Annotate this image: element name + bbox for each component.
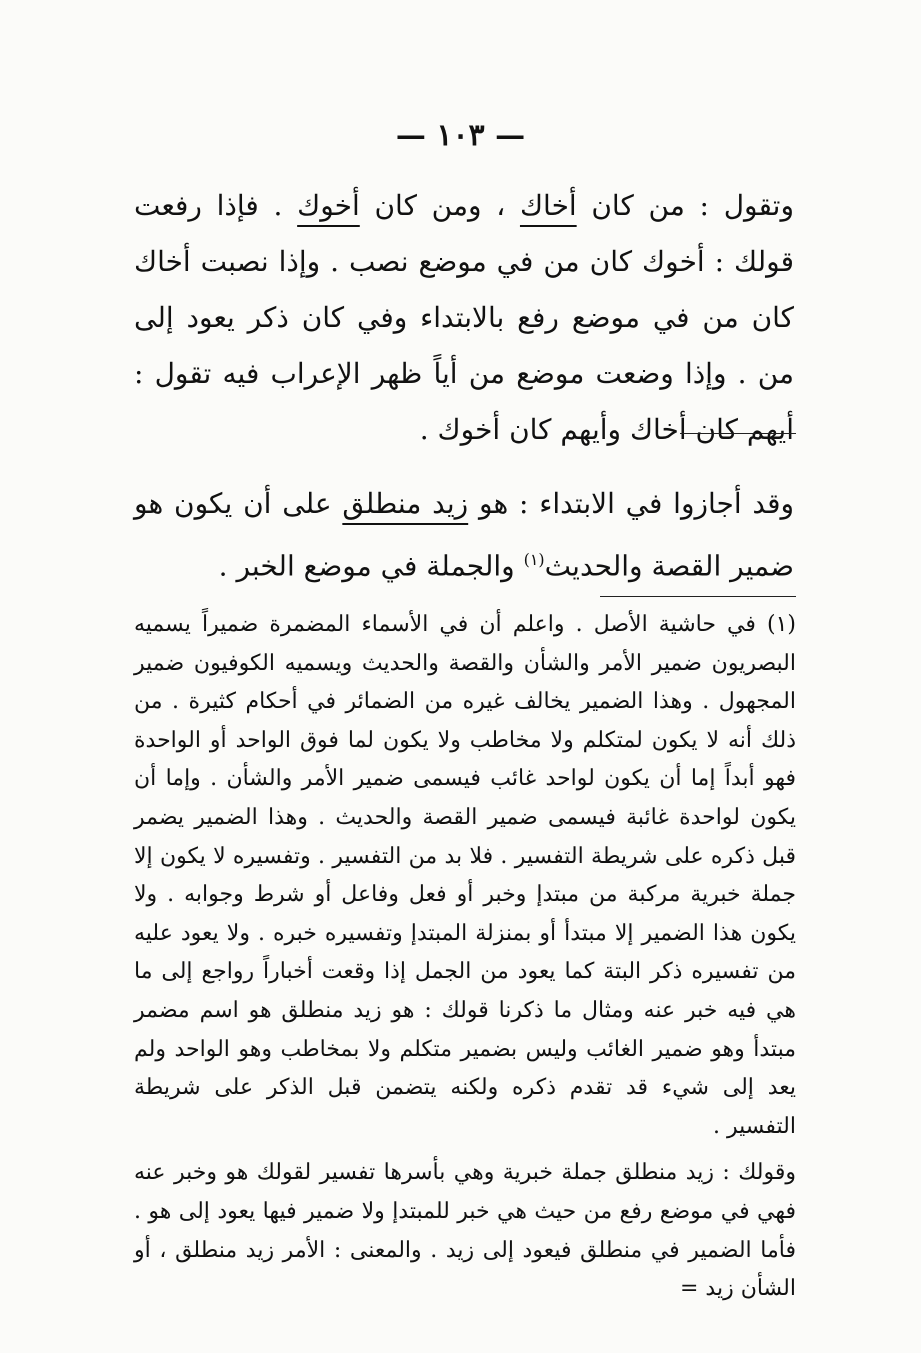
paragraph-2 — [134, 476, 794, 594]
para1-underlined-3: كان أخوك — [437, 413, 552, 446]
para1-underlined-1: أخاك — [519, 189, 577, 222]
para1-underlined-2: أخوك — [297, 189, 360, 222]
para1-text-a: وتقول : من كان — [576, 189, 794, 222]
footnote-1: (١) في حاشية الأصل . واعلم أن في الأسماء المضمرة ضميراً يسميه البصريون ضمير الأمر والشأن والقصة والحديث ويسميه الكوفيون ضمير المجهول . وهذا الضمير يخالف غيره من الضمائر في أحكام كثيرة . من ذلك أنه لا يكون لمتكلم ولا مخاطب ولا يكون لما فوق الواحد أو الواحدة فهو أبداً إما أن يكون لواحد غائب فيسمى ضمير الأمر والشأن . وإما أن يكون لواحدة غائبة فيسمى ضمير القصة والحديث . وهذا الضمير يضمر قبل ذكره على شريطة التفسير . فلا بد من التفسير . وتفسيره لا يكون إلا جملة خبرية مركبة من مبتدإ وخبر أو فعل وفاعل أو شرط وجوابه . ولا يكون هذا الضمير إلا مبتدأ أو بمنزلة المبتدإ وتفسيره خبره . ولا يعود عليه من تفسيره ذكر البتة كما يعود من الجمل إذا وقعت أخباراً رواجع إلى ما هي فيه خبر عنه ومثال ما ذكرنا قولك : هو زيد منطلق هو اسم مضمر مبتدأ وهو ضمير الغائب وليس بضمير متكلم ولا بمخاطب وهو الواحد ولم يعد إلى شيء قد تقدم ذكره ولكنه يتضمن قبل الذكر على شريطة التفسير . — [134, 612, 796, 1139]
para1-text-b: ، ومن كان — [359, 189, 520, 222]
footnote-separator — [600, 596, 796, 597]
para1-text-d: . — [419, 413, 438, 446]
para2-underlined-1: زيد منطلق — [342, 487, 469, 520]
main-text — [134, 178, 794, 594]
para2-text-b: على أن يكون هو ضمير القصة والحديث — [134, 487, 794, 583]
footnote-ref: (١) — [523, 550, 545, 569]
paragraph-1 — [134, 178, 794, 458]
para2-text-c: والجملة في موضع الخبر . — [218, 549, 524, 583]
para2-text-a: وقد أجازوا في الابتداء : هو — [468, 487, 794, 520]
footnotes — [134, 606, 796, 1309]
page-number: — ١٠٣ — — [395, 118, 526, 153]
para1-text-c: . فإذا رفعت قولك : أخوك كان من في موضع نصب . وإذا نصبت أخاك كان من في موضع رفع بالابتداء وفي كان ذكر يعود إلى من . وإذا وضعت موضع من أياً ظهر الإعراب فيه تقول : أيهم كان أخاك وأيهم — [134, 189, 794, 446]
underline-rule — [680, 433, 796, 434]
footnote-2: وقولك : زيد منطلق جملة خبرية وهي بأسرها تفسير لقولك هو وخبر عنه فهي في موضع رفع من حيث هي خبر للمبتدإ ولا ضمير فيها يعود إلى هو . فأما الضمير في منطلق فيعود إلى زيد . والمعنى : الأمر زيد منطلق ، أو الشأن زيد = — [134, 1160, 796, 1302]
